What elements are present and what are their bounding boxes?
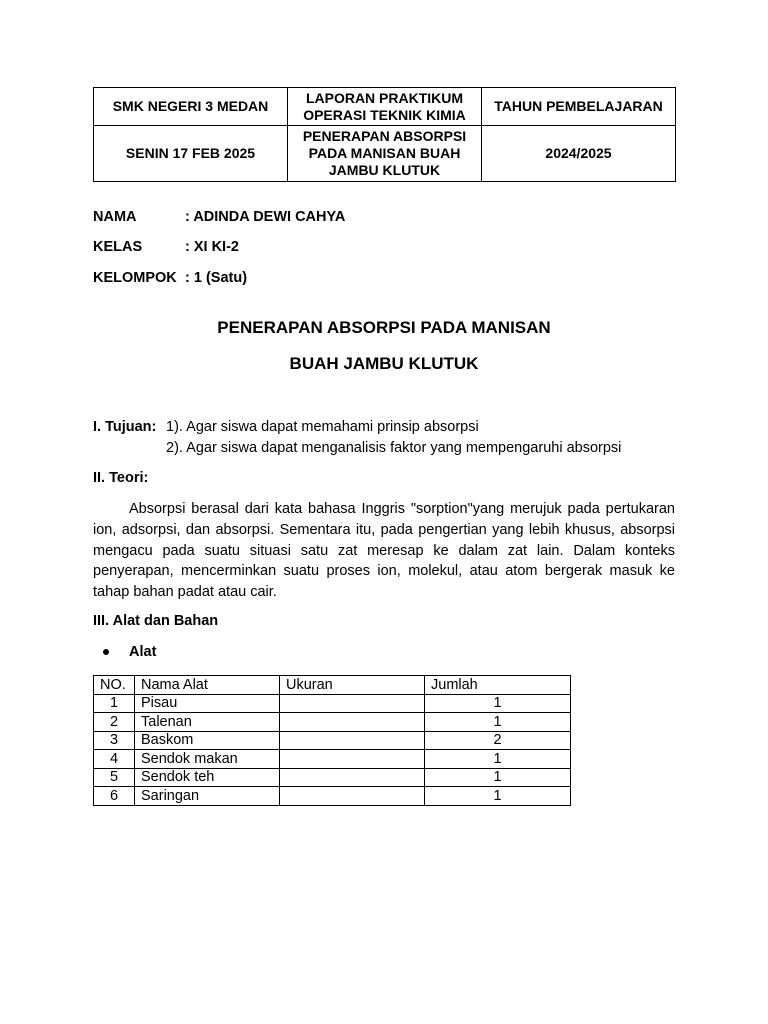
alat-table-header-row	[94, 676, 571, 695]
alat-no: 6	[94, 787, 135, 806]
document-title-line-2: BUAH JAMBU KLUTUK	[289, 354, 479, 373]
identity-value: : 1 (Satu)	[185, 270, 248, 286]
identity-value: : ADINDA DEWI CAHYA	[185, 209, 346, 225]
identity-value: : XI KI-2	[185, 239, 239, 255]
alat-table-header-cell: Nama Alat	[135, 676, 280, 695]
header-table	[93, 87, 676, 182]
header-cell-school: SMK NEGERI 3 MEDAN	[94, 88, 288, 126]
header-cell-topic: PENERAPAN ABSORPSI PADA MANISAN BUAH JAMBU KLUTUK	[288, 126, 482, 182]
identity-row-kelompok	[93, 269, 593, 287]
alat-table-row	[94, 694, 571, 713]
alat-jumlah: 1	[425, 768, 571, 787]
alat-no: 4	[94, 750, 135, 769]
alat-nama: Sendok makan	[135, 750, 280, 769]
header-row	[94, 126, 676, 182]
alat-table-header-cell: NO.	[94, 676, 135, 695]
alat-jumlah: 1	[425, 787, 571, 806]
section-alat-bahan-label: III. Alat dan Bahan	[93, 613, 219, 629]
alat-ukuran	[280, 713, 425, 732]
header-cell-year-label: TAHUN PEMBELAJARAN	[482, 88, 676, 126]
tujuan-item: 2). Agar siswa dapat menganalisis faktor yang mempengaruhi absorpsi	[166, 440, 622, 456]
alat-table-row	[94, 787, 571, 806]
alat-ukuran	[280, 731, 425, 750]
alat-jumlah: 1	[425, 694, 571, 713]
alat-no: 2	[94, 713, 135, 732]
alat-jumlah: 1	[425, 750, 571, 769]
document-title-line-1: PENERAPAN ABSORPSI PADA MANISAN	[217, 318, 551, 337]
alat-no: 5	[94, 768, 135, 787]
header-cell-year: 2024/2025	[482, 126, 676, 182]
header-cell-date: SENIN 17 FEB 2025	[94, 126, 288, 182]
alat-table-row	[94, 768, 571, 787]
alat-nama: Saringan	[135, 787, 280, 806]
alat-ukuran	[280, 787, 425, 806]
alat-bullet	[93, 643, 293, 661]
alat-nama: Baskom	[135, 731, 280, 750]
alat-no: 1	[94, 694, 135, 713]
alat-bullet-label: Alat	[129, 644, 157, 660]
alat-table-row	[94, 713, 571, 732]
alat-ukuran	[280, 694, 425, 713]
alat-nama: Sendok teh	[135, 768, 280, 787]
header-row	[94, 88, 676, 126]
identity-row-kelas	[93, 238, 593, 256]
teori-paragraph: Absorpsi berasal dari kata bahasa Inggris "sorption"yang merujuk pada pertukaran ion, adsorpsi, dan absorpsi. Sementara itu, pada pengertian yang lebih khusus, absorpsi mengacu pada suatu situasi satu zat meresap ke dalam zat lain. Dalam konteks penyerapan, mencerminkan suatu proses ion, molekul, atau atom bergerak masuk ke tahap bahan padat atau cair.	[93, 501, 675, 600]
identity-row-nama	[93, 208, 593, 226]
alat-nama: Talenan	[135, 713, 280, 732]
identity-label: NAMA	[93, 209, 137, 225]
tujuan-item: 1). Agar siswa dapat memahami prinsip absorpsi	[166, 419, 479, 435]
alat-jumlah: 1	[425, 713, 571, 732]
alat-jumlah: 2	[425, 731, 571, 750]
bullet-marker	[103, 649, 109, 655]
identity-label: KELOMPOK	[93, 270, 177, 286]
header-cell-report-title: LAPORAN PRAKTIKUM OPERASI TEKNIK KIMIA	[288, 88, 482, 126]
alat-table-row	[94, 731, 571, 750]
alat-nama: Pisau	[135, 694, 280, 713]
alat-ukuran	[280, 768, 425, 787]
alat-no: 3	[94, 731, 135, 750]
identity-label: KELAS	[93, 239, 143, 255]
section-tujuan-label: I. Tujuan:	[93, 419, 157, 435]
section-teori-label: II. Teori:	[93, 470, 149, 486]
alat-table-header-cell: Ukuran	[280, 676, 425, 695]
alat-table-header-cell: Jumlah	[425, 676, 571, 695]
alat-table	[93, 675, 571, 806]
alat-table-row	[94, 750, 571, 769]
alat-ukuran	[280, 750, 425, 769]
